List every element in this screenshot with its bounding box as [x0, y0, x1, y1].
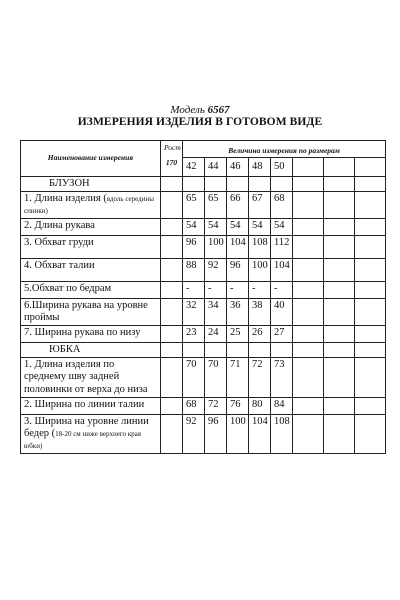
size-cell: [324, 158, 355, 177]
measurement-name: 3. Обхват груди: [24, 237, 94, 249]
value-cell: 70: [205, 358, 227, 397]
measurement-name: 3. Ширина на уровне линии бедер (: [24, 415, 149, 439]
empty-cell: [355, 343, 386, 358]
value-cell: 68: [271, 192, 293, 219]
measurement-label: [21, 192, 161, 219]
measurement-name: 5.Обхват по бедрам: [24, 283, 112, 295]
value-cell: 32: [183, 299, 205, 326]
empty-cell: [183, 343, 205, 358]
measurement-row: [21, 236, 386, 259]
measurement-row: [21, 397, 386, 414]
value-cell: [293, 219, 324, 236]
value-cell: 112: [271, 236, 293, 259]
value-cell: 54: [205, 219, 227, 236]
value-cell: 23: [183, 326, 205, 343]
value-cell: [324, 192, 355, 219]
value-cell: [324, 358, 355, 397]
value-cell: 96: [183, 236, 205, 259]
value-cell: [293, 259, 324, 282]
measurement-row: [21, 326, 386, 343]
value-cell: [293, 282, 324, 299]
height-cell: [161, 299, 183, 326]
value-cell: 96: [205, 414, 227, 453]
value-cell: [293, 192, 324, 219]
measurement-name: 2. Ширина по линии талии: [24, 398, 145, 410]
measure-name-header: Наименование измерения: [21, 141, 161, 177]
height-cell: [161, 192, 183, 219]
value-cell: 100: [249, 259, 271, 282]
value-cell: 68: [183, 397, 205, 414]
value-cell: 104: [249, 414, 271, 453]
value-cell: [355, 282, 386, 299]
value-cell: [324, 414, 355, 453]
value-cell: [355, 259, 386, 282]
value-cell: 108: [271, 414, 293, 453]
value-cell: -: [271, 282, 293, 299]
value-cell: [324, 259, 355, 282]
empty-cell: [324, 177, 355, 192]
value-cell: 65: [205, 192, 227, 219]
empty-cell: [324, 343, 355, 358]
empty-cell: [205, 177, 227, 192]
value-cell: [293, 326, 324, 343]
value-cell: 24: [205, 326, 227, 343]
height-cell: [161, 282, 183, 299]
empty-cell: [293, 343, 324, 358]
measurement-name: 6.Ширина рукава на уровне проймы: [24, 300, 148, 324]
section-title: БЛУЗОН: [21, 177, 161, 192]
value-cell: 27: [271, 326, 293, 343]
value-cell: 34: [205, 299, 227, 326]
empty-cell: [249, 177, 271, 192]
empty-cell: [249, 343, 271, 358]
value-cell: 73: [271, 358, 293, 397]
value-cell: -: [183, 282, 205, 299]
value-cell: [324, 299, 355, 326]
value-cell: 100: [205, 236, 227, 259]
value-cell: [355, 397, 386, 414]
value-cell: 80: [249, 397, 271, 414]
value-cell: 71: [227, 358, 249, 397]
section-row: [21, 177, 386, 192]
empty-cell: [161, 177, 183, 192]
value-cell: [293, 358, 324, 397]
header-row: [21, 141, 386, 158]
measurement-row: [21, 414, 386, 453]
measurement-row: [21, 192, 386, 219]
value-cell: 76: [227, 397, 249, 414]
value-cell: -: [249, 282, 271, 299]
value-cell: [355, 192, 386, 219]
size-cell: 42: [183, 158, 205, 177]
value-cell: [293, 397, 324, 414]
measurement-row: [21, 299, 386, 326]
size-cell: [293, 158, 324, 177]
value-cell: [355, 326, 386, 343]
value-cell: -: [205, 282, 227, 299]
empty-cell: [355, 177, 386, 192]
empty-cell: [227, 177, 249, 192]
empty-cell: [161, 343, 183, 358]
value-cell: 36: [227, 299, 249, 326]
value-cell: 96: [227, 259, 249, 282]
measurement-name: 4. Обхват талии: [24, 260, 95, 272]
value-cell: [355, 358, 386, 397]
value-cell: -: [227, 282, 249, 299]
measurement-label: [21, 282, 161, 299]
value-cell: 54: [271, 219, 293, 236]
section-title: ЮБКА: [21, 343, 161, 358]
value-cell: 54: [249, 219, 271, 236]
height-value: 170: [165, 157, 178, 167]
height-cell: [161, 414, 183, 453]
measurement-note: вдоль середины спинки): [24, 195, 154, 216]
value-cell: 72: [205, 397, 227, 414]
value-cell: 66: [227, 192, 249, 219]
value-cell: 26: [249, 326, 271, 343]
measurement-row: [21, 358, 386, 397]
value-cell: 38: [249, 299, 271, 326]
size-cell: 48: [249, 158, 271, 177]
empty-cell: [293, 177, 324, 192]
size-cell: 46: [227, 158, 249, 177]
size-cell: [355, 158, 386, 177]
value-cell: 100: [227, 414, 249, 453]
model-number: 6567: [207, 104, 230, 116]
measurement-name: 7. Ширина рукава по низу: [24, 327, 141, 339]
empty-cell: [205, 343, 227, 358]
height-label: Рост: [164, 143, 181, 152]
value-cell: 54: [183, 219, 205, 236]
value-cell: 84: [271, 397, 293, 414]
height-cell: [161, 397, 183, 414]
value-cell: [293, 414, 324, 453]
value-cell: [355, 236, 386, 259]
measurement-label: [21, 236, 161, 259]
height-cell: [161, 219, 183, 236]
value-cell: [293, 299, 324, 326]
measurement-row: [21, 259, 386, 282]
measurement-label: [21, 414, 161, 453]
empty-cell: [183, 177, 205, 192]
value-cell: [324, 326, 355, 343]
value-cell: 92: [205, 259, 227, 282]
section-row: [21, 343, 386, 358]
measurement-note: 18-20 см ниже верхнего края юбки): [24, 429, 141, 450]
value-cell: [293, 236, 324, 259]
empty-cell: [227, 343, 249, 358]
value-cell: 67: [249, 192, 271, 219]
value-cell: 70: [183, 358, 205, 397]
measurements-table: [20, 140, 386, 454]
size-cell: 50: [271, 158, 293, 177]
measurement-name: 2. Длина рукава: [24, 220, 95, 232]
value-cell: [355, 414, 386, 453]
measurement-label: [21, 259, 161, 282]
measurement-label: [21, 219, 161, 236]
model-line: [0, 104, 400, 116]
measurement-label: [21, 397, 161, 414]
value-cell: 104: [271, 259, 293, 282]
model-prefix: Модель: [170, 104, 205, 116]
value-cell: [324, 397, 355, 414]
value-cell: 92: [183, 414, 205, 453]
value-cell: 108: [249, 236, 271, 259]
empty-cell: [271, 343, 293, 358]
value-cell: 72: [249, 358, 271, 397]
measurement-row: [21, 219, 386, 236]
value-cell: [324, 236, 355, 259]
value-cell: 40: [271, 299, 293, 326]
measurement-name: 1. Длина изделия по среднему шву задней половинки от верха до низа: [24, 359, 148, 395]
measurement-label: [21, 326, 161, 343]
value-cell: [355, 219, 386, 236]
height-cell: [161, 259, 183, 282]
value-cell: 104: [227, 236, 249, 259]
values-header: Величина измерения по размерам: [183, 141, 386, 158]
value-cell: 88: [183, 259, 205, 282]
height-cell: [161, 358, 183, 397]
value-cell: 25: [227, 326, 249, 343]
measurement-label: [21, 299, 161, 326]
measurement-row: [21, 282, 386, 299]
measurement-name: 1. Длина изделия (: [24, 193, 107, 205]
empty-cell: [271, 177, 293, 192]
height-header: [161, 141, 183, 177]
height-cell: [161, 236, 183, 259]
document-title: ИЗМЕРЕНИЯ ИЗДЕЛИЯ В ГОТОВОМ ВИДЕ: [77, 116, 323, 128]
value-cell: [324, 219, 355, 236]
measurement-label: [21, 358, 161, 397]
value-cell: [324, 282, 355, 299]
size-cell: 44: [205, 158, 227, 177]
value-cell: 65: [183, 192, 205, 219]
height-cell: [161, 326, 183, 343]
value-cell: 54: [227, 219, 249, 236]
value-cell: [355, 299, 386, 326]
